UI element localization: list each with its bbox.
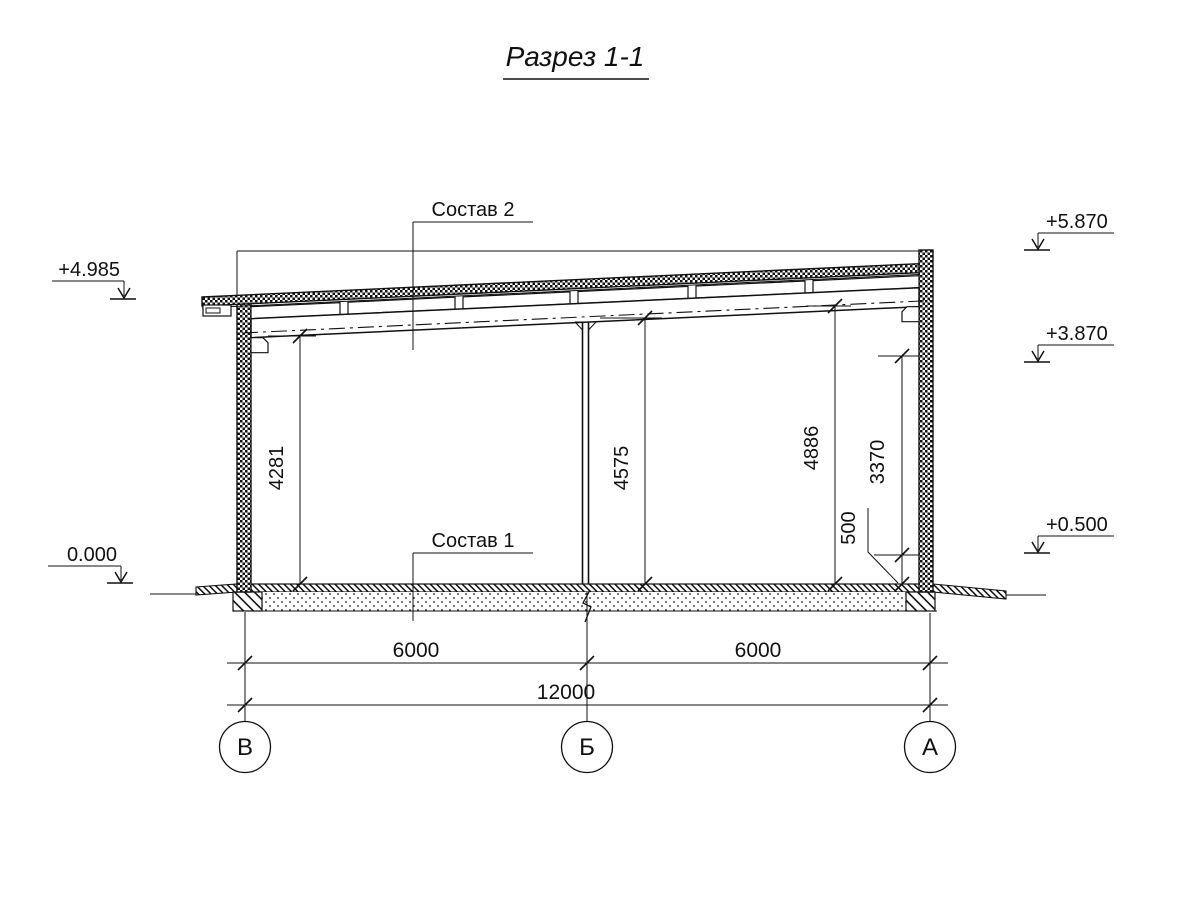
dim-height-4886 [801,299,851,591]
elevation-mark-left-top [52,259,136,299]
apron-left [196,584,237,595]
elevation-label: +5.870 [1046,211,1108,233]
middle-column [575,322,596,584]
dim-value: 4575 [611,445,633,491]
elevation-mark-right-middle [1024,323,1114,362]
dim-height-4575 [600,311,662,591]
dim-value: 4281 [266,445,288,491]
foundation-right [906,592,935,611]
dim-value: 6000 [734,639,782,662]
wall-left [237,303,251,592]
axis-label: В [236,734,254,761]
elevation-mark-left-bottom [48,544,133,583]
elevation-mark-right-bottom [1024,514,1114,553]
callout-label: Состав 2 [431,199,515,221]
page-title: Разрез 1-1 [505,41,645,72]
dim-value: 6000 [392,639,440,662]
axis-label: А [921,734,939,761]
axis-bubbles [220,722,956,773]
haunch-right [902,307,919,322]
apron-right [933,584,1006,599]
eave-gutter-inner [206,308,220,313]
axis-label: Б [579,734,595,761]
dim-height-3370 [867,349,919,591]
dim-value: 3370 [867,439,889,485]
elevation-label: +3.870 [1046,323,1108,345]
title-block [503,41,649,79]
elevation-label: +0.500 [1046,514,1108,536]
building-section [150,250,1046,622]
dim-height-4281 [266,329,316,591]
elevation-label: 0.000 [66,544,117,566]
haunch-left [251,338,268,353]
foundation-left [233,592,262,611]
dim-value: 500 [838,511,860,545]
elevation-mark-right-top [1024,211,1114,250]
dim-value: 12000 [536,681,596,704]
dim-leader [868,508,898,583]
column-cap-flare-right [589,322,597,330]
elevation-label: +4.985 [58,259,120,281]
dim-value: 4886 [801,425,823,471]
dim-height-500 [838,508,898,583]
callout-label: Состав 1 [431,530,515,552]
